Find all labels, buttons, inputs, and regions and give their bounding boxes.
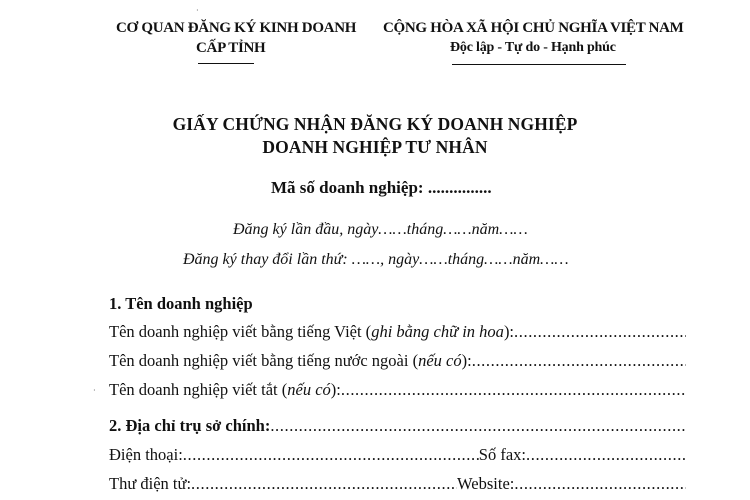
vn-name-label: Tên doanh nghiệp viết bằng tiếng Việt ( (109, 322, 372, 341)
foreign-name-blank (472, 351, 686, 371)
foreign-name-suffix: ): (461, 351, 472, 370)
change-registration-date: Đăng ký thay đổi lần thứ: ……, ngày……tháng……năm…… (183, 251, 569, 268)
website-label: Website: (457, 474, 515, 493)
document-title: GIẤY CHỨNG NHẬN ĐĂNG KÝ DOANH NGHIỆP (172, 114, 578, 134)
section-2-heading: 2. Địa chỉ trụ sở chính: (109, 416, 271, 435)
vn-name-blank (514, 322, 686, 342)
short-name-suffix: ): (330, 380, 341, 399)
agency-underline (198, 63, 254, 64)
fax-label: Số fax: (478, 445, 526, 464)
email-blank (191, 474, 457, 494)
national-motto: Độc lập - Tự do - Hạnh phúc (450, 40, 616, 55)
phone-blank (183, 445, 479, 465)
foreign-name-hint: nếu có (418, 351, 462, 370)
fax-blank (526, 445, 686, 465)
first-registration-date: Đăng ký lần đầu, ngày……tháng……năm…… (233, 221, 528, 238)
email-label: Thư điện tử: (109, 474, 192, 493)
foreign-name-field (109, 351, 686, 371)
scan-speck: · (196, 6, 199, 15)
country-name: CỘNG HÒA XÃ HỘI CHỦ NGHĨA VIỆT NAM (383, 20, 684, 36)
phone-fax-field (109, 445, 686, 465)
short-name-hint: nếu có (287, 380, 331, 399)
head-office-blank (270, 416, 686, 436)
vn-name-hint: ghi bằng chữ in hoa (371, 322, 504, 341)
phone-label: Điện thoại: (109, 445, 183, 464)
motto-underline (452, 64, 626, 65)
head-office-field (109, 416, 686, 436)
email-website-field (109, 474, 686, 494)
foreign-name-label: Tên doanh nghiệp viết bằng tiếng nước ngoài ( (109, 351, 419, 370)
short-name-field (109, 380, 686, 400)
agency-name: CƠ QUAN ĐĂNG KÝ KINH DOANH (116, 20, 357, 36)
scan-speck: · (93, 386, 96, 395)
document-subtitle: DOANH NGHIỆP TƯ NHÂN (262, 137, 488, 157)
vn-name-suffix: ): (503, 322, 515, 341)
enterprise-code: Mã số doanh nghiệp: ............... (271, 178, 492, 197)
agency-level: CẤP TỈNH (196, 40, 266, 56)
short-name-blank (341, 380, 686, 400)
website-blank (514, 474, 686, 494)
vn-name-field (109, 322, 686, 342)
short-name-label: Tên doanh nghiệp viết tắt ( (109, 380, 288, 399)
section-1-heading: 1. Tên doanh nghiệp (109, 294, 253, 313)
